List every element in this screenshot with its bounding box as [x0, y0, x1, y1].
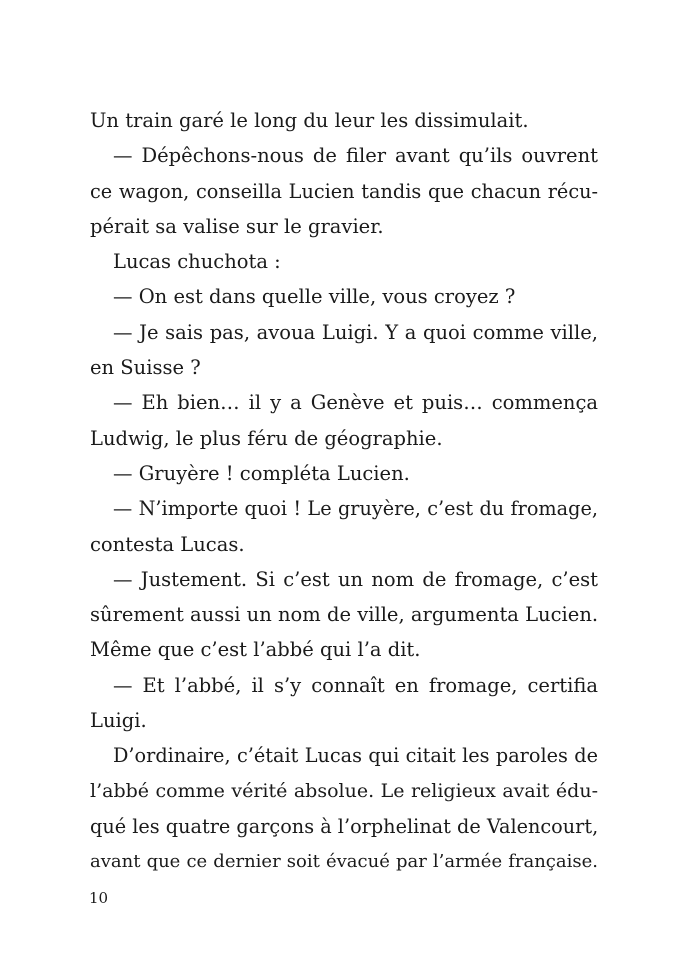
text-line: Ludwig, le plus féru de géographie.	[90, 426, 443, 450]
text-line: sûrement aussi un nom de ville, argumenta Lucien.	[90, 603, 599, 627]
text-line: — N’importe quoi ! Le gruyère, c’est du fromage,	[113, 497, 598, 521]
document-page	[90, 103, 598, 880]
text-line: — On est dans quelle ville, vous croyez ?	[113, 285, 516, 309]
text-line: Luigi.	[90, 709, 147, 733]
text-line: — Et l’abbé, il s’y connaît en fromage, certifia	[113, 673, 598, 697]
text-line: contesta Lucas.	[90, 532, 245, 556]
text-line: D’ordinaire, c’était Lucas qui citait les paroles de	[113, 744, 598, 768]
text-line: — Gruyère ! compléta Lucien.	[113, 461, 410, 485]
text-line: avant que ce dernier soit évacué par l’armée française.	[90, 851, 598, 873]
text-line: — Eh bien… il y a Genève et puis… commença	[113, 391, 598, 415]
text-line: Un train garé le long du leur les dissimulait.	[90, 109, 529, 132]
text-line: qué les quatre garçons à l’orphelinat de Valencourt,	[90, 814, 599, 838]
page-number: 10	[89, 889, 109, 907]
text-line: — Dépêchons-nous de filer avant qu’ils ouvrent	[113, 144, 598, 168]
text-line: Lucas chuchota :	[113, 250, 281, 274]
text-line: — Je sais pas, avoua Luigi. Y a quoi comme ville,	[113, 320, 598, 344]
text-line: pérait sa valise sur le gravier.	[90, 214, 384, 238]
text-line: en Suisse ?	[90, 356, 201, 380]
text-line: — Justement. Si c’est un nom de fromage, c’est	[113, 567, 598, 591]
text-line: l’abbé comme vérité absolue. Le religieux avait édu-	[90, 779, 598, 802]
text-line: Même que c’est l’abbé qui l’a dit.	[90, 638, 421, 662]
text-line: ce wagon, conseilla Lucien tandis que chacun récu-	[90, 179, 598, 203]
